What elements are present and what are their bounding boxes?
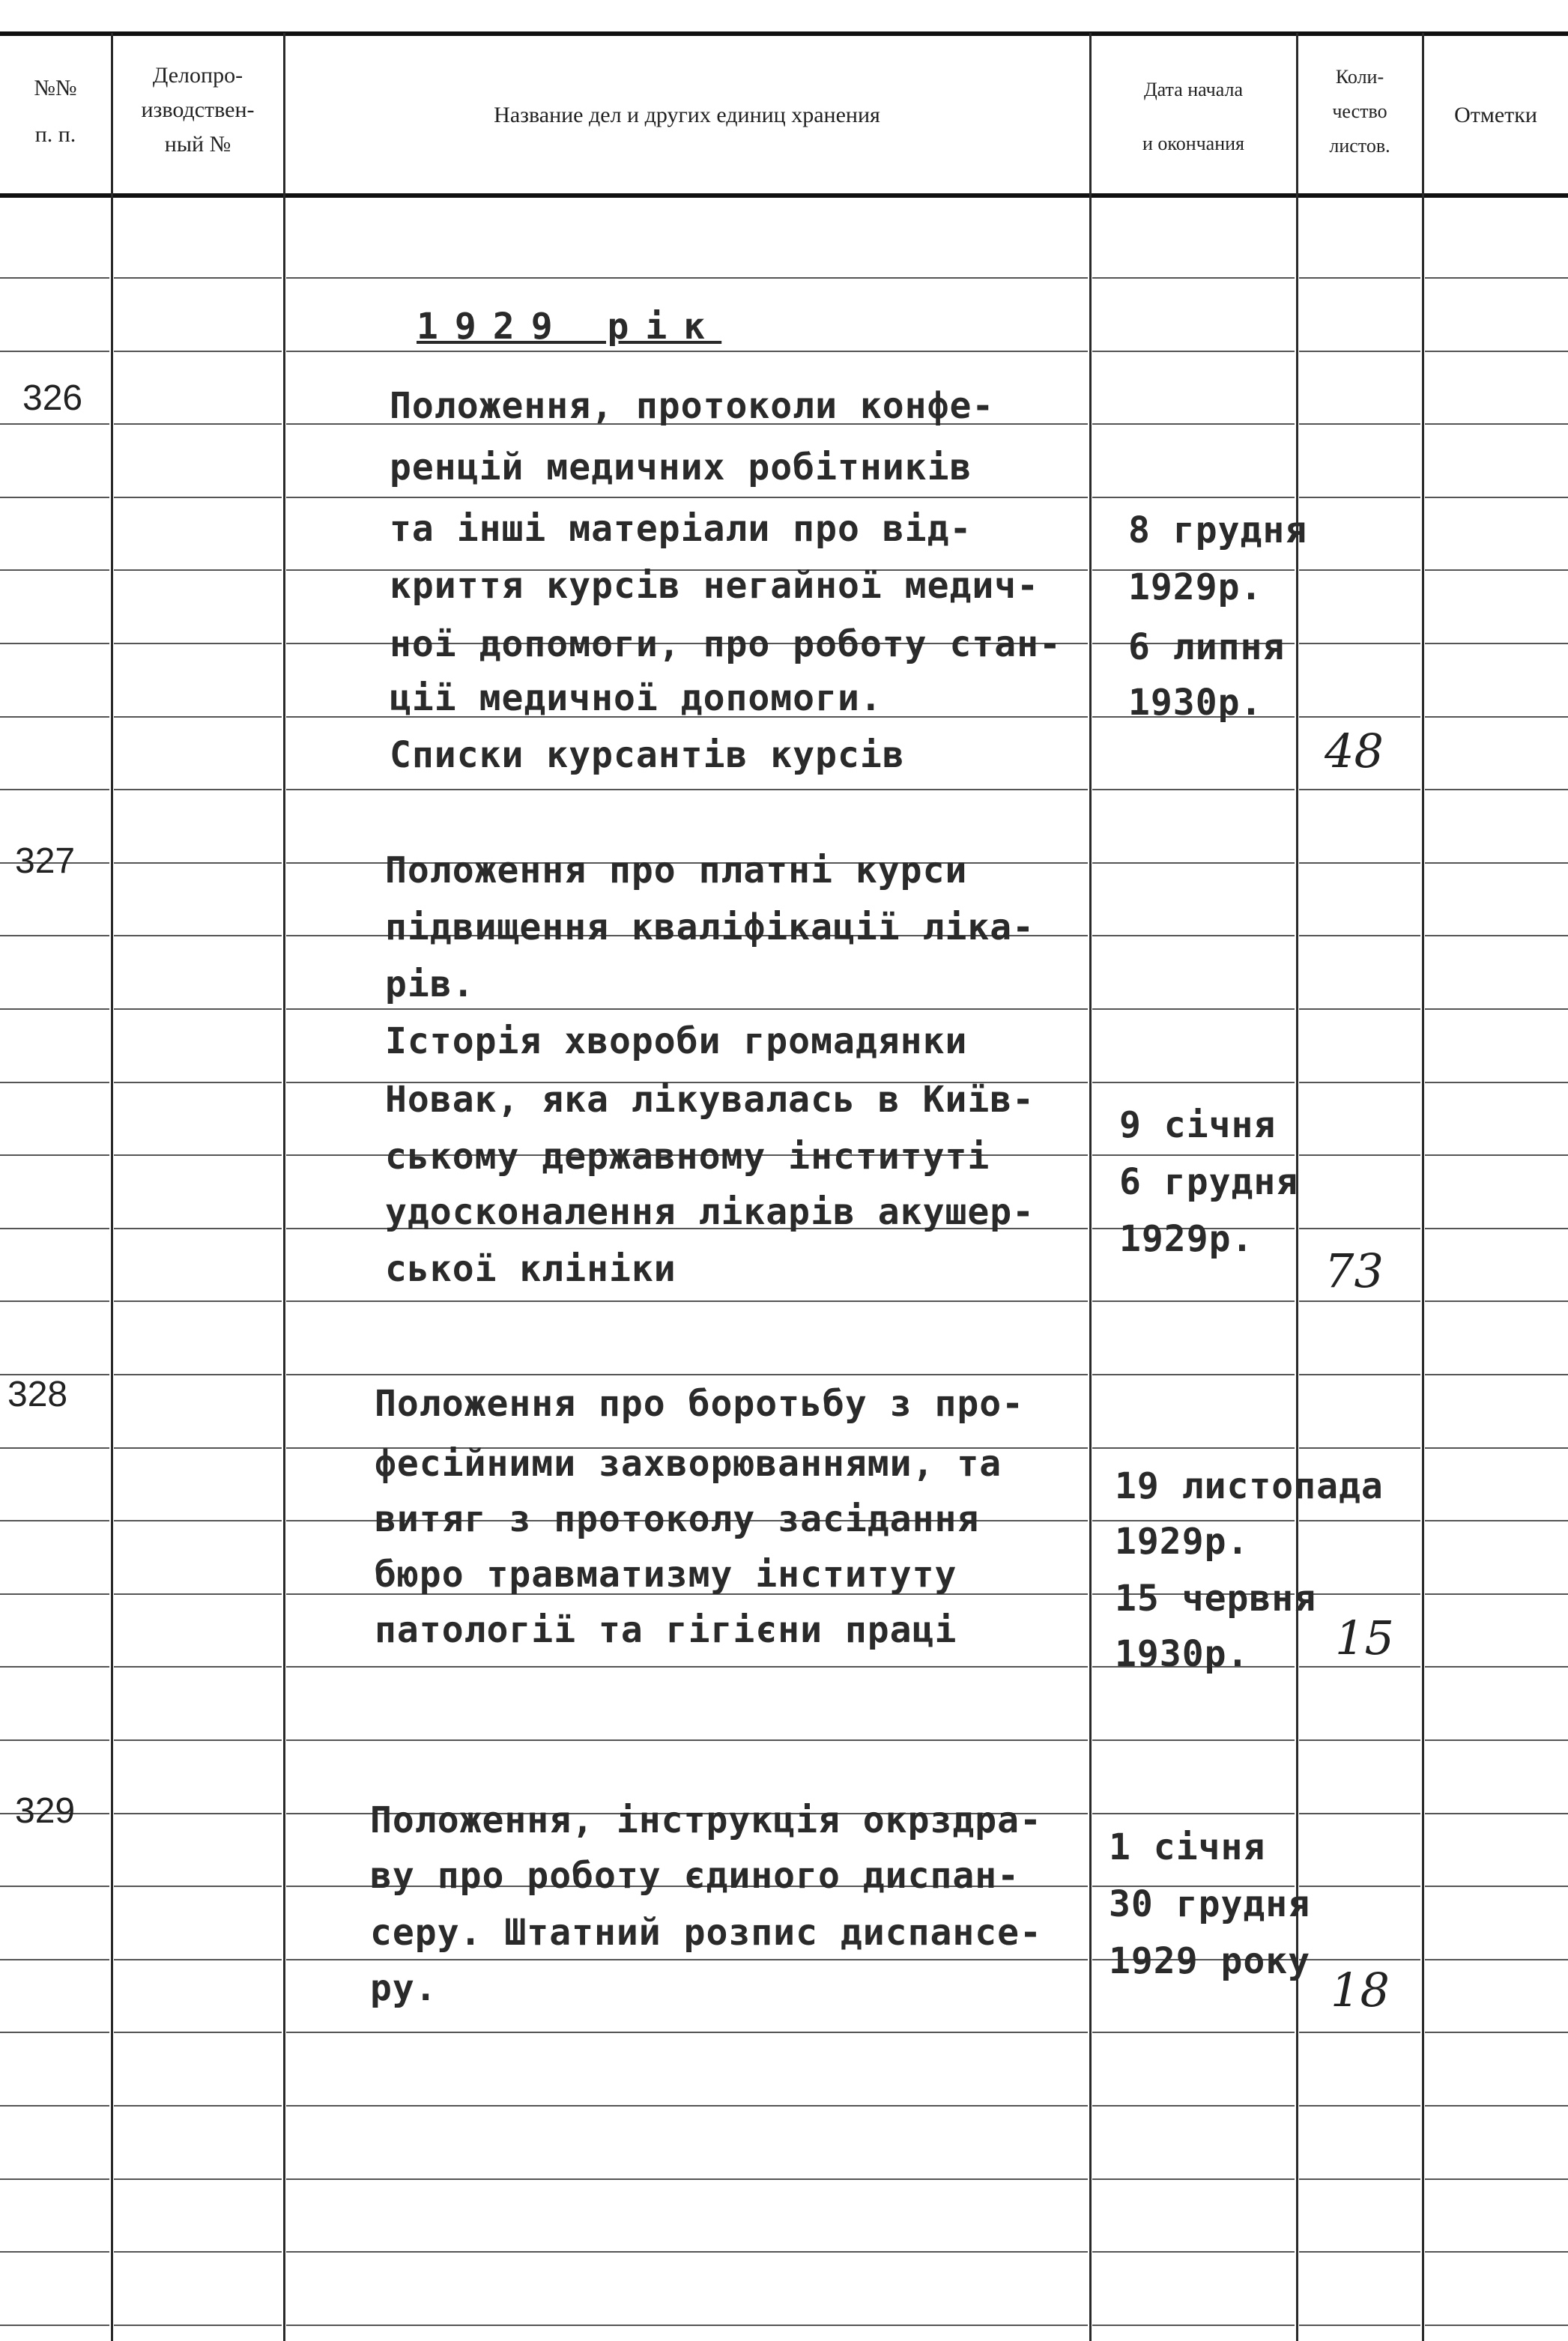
ruled-line — [286, 2251, 1088, 2253]
ruled-line — [286, 2325, 1088, 2326]
ruled-line — [114, 1374, 282, 1375]
ruled-line — [1092, 1813, 1295, 1814]
ruled-line — [1299, 1300, 1420, 1302]
ruled-line — [1092, 1082, 1295, 1083]
entry-line: Списки курсантів курсів — [390, 734, 905, 776]
ruled-line — [1299, 497, 1420, 498]
year-heading: 1929 рік — [417, 306, 722, 348]
ruled-line — [1425, 2251, 1568, 2253]
ruled-line — [0, 2105, 109, 2107]
entry-line: удосконалення лікарів акушер- — [385, 1191, 1035, 1233]
ruled-line — [1092, 935, 1295, 936]
ruled-line — [1299, 1959, 1420, 1960]
entry-line: витяг з протоколу засідання — [375, 1498, 980, 1540]
entry-line: та інші матеріали про від- — [390, 508, 972, 550]
entry-number: 326 — [22, 378, 83, 418]
ruled-line — [1425, 1447, 1568, 1449]
ruled-line — [114, 643, 282, 644]
ruled-line — [114, 569, 282, 571]
ruled-line — [1092, 1374, 1295, 1375]
entry-date: 1929р. — [1119, 1218, 1254, 1260]
ruled-line — [1092, 2032, 1295, 2033]
ruled-line — [1299, 935, 1420, 936]
ruled-line — [1299, 423, 1420, 425]
entry-line: ву про роботу єдиного диспан- — [370, 1855, 1020, 1897]
column-divider — [1422, 33, 1424, 2341]
ruled-line — [0, 1739, 109, 1741]
entry-number: 328 — [7, 1375, 68, 1414]
ruled-line — [0, 2032, 109, 2033]
entry-line: Новак, яка лікувалась в Київ- — [385, 1079, 1035, 1121]
ruled-line — [114, 277, 282, 279]
ruled-line — [0, 1447, 109, 1449]
ruled-line — [1299, 1374, 1420, 1375]
ruled-line — [114, 423, 282, 425]
sheet-count: 18 — [1331, 1963, 1390, 2017]
header-text: изводствен- — [141, 97, 255, 122]
header-sheets — [1298, 60, 1422, 163]
ruled-line — [0, 497, 109, 498]
ruled-line — [1425, 2325, 1568, 2326]
entry-date: 1 січня — [1109, 1826, 1266, 1868]
ruled-line — [1299, 1228, 1420, 1229]
entry-date: 1929р. — [1115, 1521, 1250, 1563]
ruled-line — [0, 1959, 109, 1960]
ruled-line — [114, 862, 282, 864]
column-divider — [111, 33, 113, 2341]
ruled-line — [1425, 716, 1568, 718]
ruled-line — [0, 1008, 109, 1010]
entry-line: фесійними захворюваннями, та — [375, 1443, 1002, 1485]
ruled-line — [286, 789, 1088, 790]
ruled-line — [286, 1374, 1088, 1375]
entry-line: ної допомоги, про роботу стан- — [390, 623, 1062, 665]
ruled-line — [1299, 2178, 1420, 2180]
entry-date: 6 липня — [1128, 626, 1286, 668]
ruled-line — [286, 2032, 1088, 2033]
ruled-line — [1092, 277, 1295, 279]
ruled-line — [1299, 1154, 1420, 1156]
ruled-line — [0, 716, 109, 718]
entry-date: 1929 року — [1109, 1940, 1311, 1982]
entry-line: Положення, протоколи конфе- — [390, 385, 995, 427]
ruled-line — [1092, 1739, 1295, 1741]
ruled-line — [286, 1739, 1088, 1741]
ruled-line — [1425, 935, 1568, 936]
ruled-line — [114, 1154, 282, 1156]
ruled-line — [0, 643, 109, 644]
ruled-line — [1092, 1447, 1295, 1449]
entry-number: 327 — [15, 841, 76, 881]
ruled-line — [114, 1593, 282, 1595]
ruled-line — [0, 1082, 109, 1083]
ruled-line — [114, 1886, 282, 1887]
ruled-line — [0, 1886, 109, 1887]
entry-line: Історія хвороби громадянки — [385, 1020, 968, 1062]
ruled-line — [1299, 277, 1420, 279]
entry-line: ру. — [370, 1967, 438, 2009]
ruled-line — [114, 2178, 282, 2180]
ruled-line — [1299, 1666, 1420, 1668]
ruled-line — [1299, 862, 1420, 864]
ruled-line — [1092, 497, 1295, 498]
ruled-line — [1299, 2032, 1420, 2033]
ruled-line — [1425, 2178, 1568, 2180]
ruled-line — [1299, 1082, 1420, 1083]
column-divider — [283, 33, 285, 2341]
ruled-line — [1425, 1593, 1568, 1595]
ruled-line — [114, 1008, 282, 1010]
ruled-line — [1299, 1886, 1420, 1887]
header-notes: Отметки — [1454, 103, 1537, 127]
header-text: Дата начала — [1143, 79, 1244, 100]
ruled-line — [1425, 862, 1568, 864]
ruled-line — [1299, 1813, 1420, 1814]
ruled-line — [1299, 1447, 1420, 1449]
ruled-line — [1425, 1886, 1568, 1887]
ruled-line — [0, 789, 109, 790]
ruled-line — [114, 497, 282, 498]
entry-date: 9 січня — [1119, 1104, 1277, 1146]
ruled-line — [1425, 1959, 1568, 1960]
entry-line: ренцій медичних робітників — [390, 446, 972, 488]
ruled-line — [0, 2251, 109, 2253]
ruled-line — [1425, 277, 1568, 279]
header-title: Название дел и других единиц хранения — [494, 103, 880, 127]
entry-line: рів. — [385, 963, 475, 1005]
ruled-line — [1092, 862, 1295, 864]
header-text: чество — [1332, 100, 1387, 122]
ruled-line — [1299, 1520, 1420, 1521]
ruled-line — [0, 1154, 109, 1156]
ruled-line — [114, 1666, 282, 1668]
ruled-line — [114, 1082, 282, 1083]
ruled-line — [1299, 2251, 1420, 2253]
entry-line: бюро травматизму інституту — [375, 1554, 957, 1596]
ruled-line — [1425, 1739, 1568, 1741]
ruled-line — [1425, 1666, 1568, 1668]
ruled-line — [114, 1739, 282, 1741]
header-bottom-rule — [0, 193, 1568, 198]
ruled-line — [114, 716, 282, 718]
ruled-line — [0, 935, 109, 936]
ruled-line — [1425, 2105, 1568, 2107]
ruled-line — [114, 935, 282, 936]
ruled-line — [286, 1008, 1088, 1010]
ruled-line — [1299, 716, 1420, 718]
ruled-line — [0, 2325, 109, 2326]
ruled-line — [1425, 1008, 1568, 1010]
ruled-line — [114, 1300, 282, 1302]
ruled-line — [0, 1300, 109, 1302]
ruled-line — [1425, 1300, 1568, 1302]
ruled-line — [1092, 2178, 1295, 2180]
ruled-line — [1425, 1520, 1568, 1521]
ruled-line — [1425, 789, 1568, 790]
ruled-line — [286, 277, 1088, 279]
ruled-line — [1092, 2105, 1295, 2107]
entry-line: криття курсів негайної медич- — [390, 565, 1040, 607]
column-divider — [1089, 33, 1092, 2341]
ruled-line — [0, 1228, 109, 1229]
ruled-line — [1425, 1082, 1568, 1083]
ruled-line — [1299, 569, 1420, 571]
ruled-line — [114, 2325, 282, 2326]
sheet-count: 15 — [1335, 1611, 1394, 1665]
ruled-line — [0, 2178, 109, 2180]
entry-line: ської клініки — [385, 1248, 676, 1290]
ruled-line — [1425, 569, 1568, 571]
ruled-line — [114, 2032, 282, 2033]
ruled-line — [286, 1959, 1088, 1960]
ruled-line — [1092, 351, 1295, 352]
ruled-line — [0, 569, 109, 571]
ruled-line — [0, 277, 109, 279]
ruled-line — [1299, 2325, 1420, 2326]
ruled-line — [1092, 1300, 1295, 1302]
ruled-line — [1425, 1813, 1568, 1814]
header-text: Делопро- — [152, 63, 243, 88]
ruled-line — [0, 1666, 109, 1668]
ruled-line — [1425, 643, 1568, 644]
sheet-count: 48 — [1325, 724, 1384, 778]
entry-line: Положення, інструкція окрздра- — [370, 1799, 1042, 1841]
ruled-line — [1299, 1739, 1420, 1741]
entry-line: патології та гігієни праці — [375, 1609, 957, 1651]
ruled-line — [1092, 789, 1295, 790]
sheet-count: 73 — [1325, 1244, 1384, 1298]
ruled-line — [1425, 1154, 1568, 1156]
ruled-line — [114, 1959, 282, 1960]
entry-date: 1930р. — [1128, 682, 1263, 724]
ruled-line — [1299, 643, 1420, 644]
ruled-line — [1425, 497, 1568, 498]
entry-line: підвищення кваліфікації лікa- — [385, 906, 1035, 948]
entry-date: 19 листопада — [1115, 1465, 1384, 1507]
ruled-line — [0, 1593, 109, 1595]
ruled-line — [114, 1520, 282, 1521]
ruled-line — [114, 1447, 282, 1449]
entry-line: ції медичної допомоги. — [390, 677, 883, 719]
ruled-line — [0, 1520, 109, 1521]
ruled-line — [1092, 2325, 1295, 2326]
top-rule — [0, 31, 1568, 36]
ruled-line — [1425, 1228, 1568, 1229]
header-text: Коли- — [1335, 66, 1384, 88]
ruled-line — [1425, 351, 1568, 352]
header-text: ный № — [164, 132, 231, 157]
ruled-line — [0, 423, 109, 425]
ruled-line — [1299, 2105, 1420, 2107]
ruled-line — [114, 351, 282, 352]
ruled-line — [1092, 423, 1295, 425]
ruled-line — [1299, 351, 1420, 352]
ruled-line — [1092, 2251, 1295, 2253]
ruled-line — [286, 1666, 1088, 1668]
header-text: №№ — [34, 76, 77, 100]
entry-date: 6 грудня — [1119, 1161, 1299, 1203]
ruled-line — [1092, 1154, 1295, 1156]
ruled-line — [1425, 1374, 1568, 1375]
header-office-number — [112, 58, 283, 162]
header-text: и окончания — [1142, 133, 1245, 154]
ruled-line — [286, 1300, 1088, 1302]
ruled-line — [286, 497, 1088, 498]
entry-number: 329 — [15, 1791, 76, 1831]
entry-date: 30 грудня — [1109, 1883, 1311, 1925]
ruled-line — [114, 2105, 282, 2107]
entry-date: 15 червня — [1115, 1578, 1317, 1620]
ruled-line — [286, 351, 1088, 352]
ruled-line — [114, 1813, 282, 1814]
header-dates — [1091, 75, 1296, 159]
ruled-line — [1425, 423, 1568, 425]
ruled-line — [114, 2251, 282, 2253]
ruled-line — [1299, 1593, 1420, 1595]
ruled-line — [1092, 1008, 1295, 1010]
entry-line: ському державному інституті — [385, 1136, 990, 1178]
ruled-line — [114, 789, 282, 790]
header-text: п. п. — [34, 122, 76, 147]
ruled-line — [286, 2105, 1088, 2107]
ruled-line — [1299, 789, 1420, 790]
ruled-line — [1299, 1008, 1420, 1010]
entry-date: 1929р. — [1128, 566, 1263, 608]
entry-date: 8 грудня — [1128, 509, 1308, 551]
ruled-line — [286, 2178, 1088, 2180]
ruled-line — [114, 1228, 282, 1229]
header-number — [0, 73, 111, 150]
entry-date: 1930р. — [1115, 1633, 1250, 1675]
ruled-line — [1425, 2032, 1568, 2033]
entry-line: серу. Штатний розпис диспансе- — [370, 1912, 1042, 1954]
entry-line: Положення про платні курси — [385, 850, 968, 891]
ruled-line — [0, 351, 109, 352]
header-text: листов. — [1329, 135, 1390, 157]
entry-line: Положення про боротьбу з про- — [375, 1383, 1025, 1425]
